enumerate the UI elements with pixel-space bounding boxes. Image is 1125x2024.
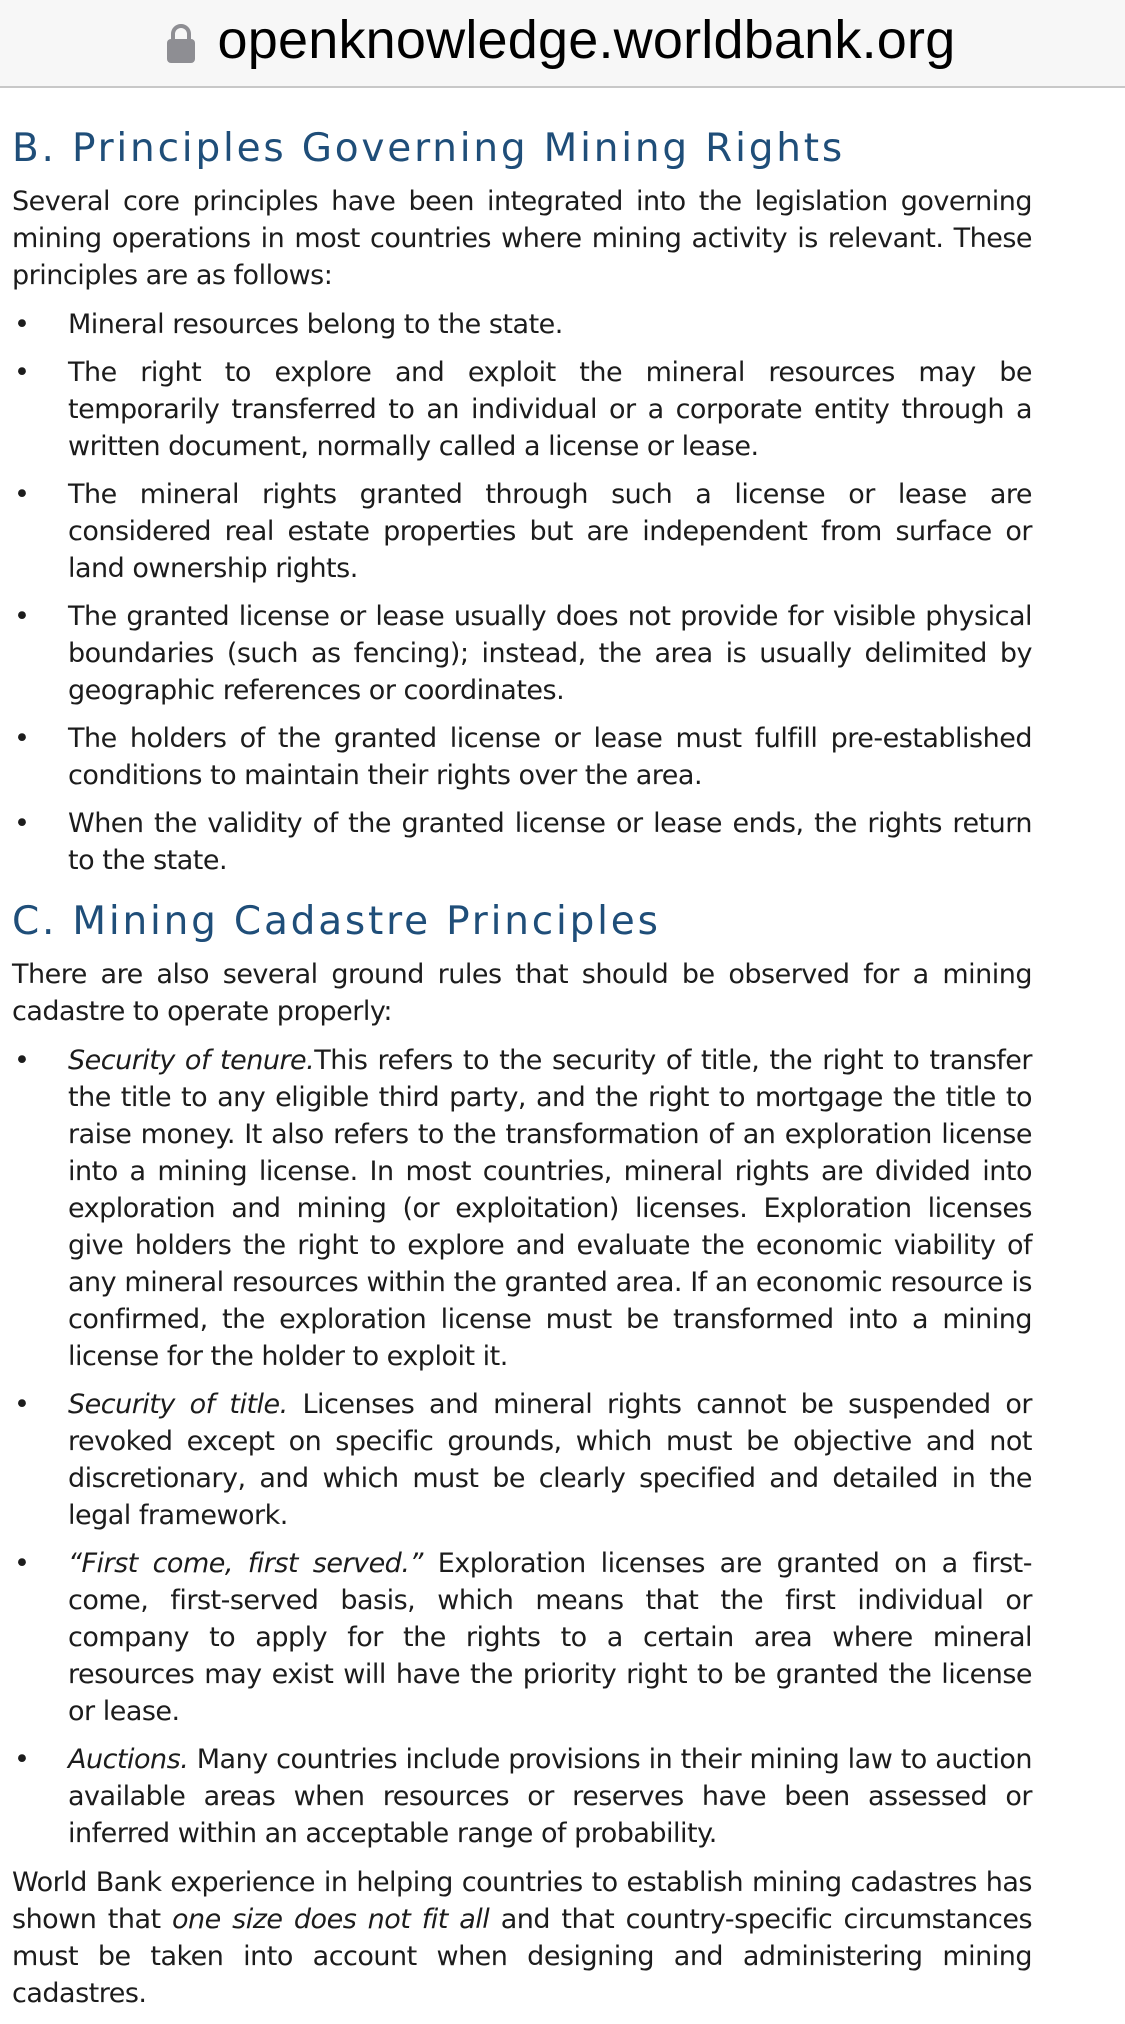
closing-text-before: World Bank experience in helping countries to establish mining cadastres has shown that [12, 1866, 1032, 1935]
list-item [12, 805, 1032, 879]
principle-term: Auctions. [68, 1743, 189, 1775]
list-item [12, 598, 1032, 709]
list-item [12, 1386, 1032, 1534]
bullet-dot: • [14, 478, 30, 510]
list-item-text: The mineral rights granted through such a license or lease are considered real estate properties but are independent from surface or land ownership rights. [68, 478, 1032, 584]
principle-term: Security of tenure. [68, 1044, 315, 1076]
bullet-dot: • [14, 1743, 30, 1775]
bullet-dot: • [14, 722, 30, 754]
section-b-bullet-list [12, 306, 1032, 879]
principle-text: Many countries include provisions in their mining law to auction available areas when resources or reserves have been assessed or inferred within an acceptable range of probability. [68, 1743, 1032, 1849]
section-c-heading: C. Mining Cadastre Principles [12, 898, 661, 944]
principle-term: “First come, first served.” [68, 1547, 423, 1579]
browser-url-bar[interactable] [0, 0, 1125, 88]
principle-text: Licenses and mineral rights cannot be suspended or revoked except on specific grounds, which must be objective and not discretionary, and which must be clearly specified and detailed in the legal framework. [68, 1388, 1032, 1531]
list-item-text: When the validity of the granted license or lease ends, the rights return to the state. [68, 807, 1032, 876]
bullet-dot: • [14, 807, 30, 839]
url-container[interactable] [166, 10, 956, 70]
list-item [12, 306, 1032, 343]
principle-text: This refers to the security of title, the right to transfer the title to any eligible third party, and the right to mortgage the title to raise money. It also refers to the transformation of an exploration license into a mining license. In most countries, mineral rights are divided into exploration and mining (or exploitation) licenses. Exploration licenses give holders the right to explore and evaluate the economic viability of any mineral resources within the granted area. If an economic resource is confirmed, the exploration license must be transformed into a mining license for the holder to exploit it. [68, 1044, 1032, 1372]
principle-text: Exploration licenses are granted on a first-come, first-served basis, which means that the first individual or company to apply for the rights to a certain area where mineral resources may exist will have the priority right to be granted the license or lease. [68, 1547, 1032, 1727]
list-item-text: The right to explore and exploit the mineral resources may be temporarily transferred to an individual or a corporate entity through a written document, normally called a license or lease. [68, 356, 1032, 462]
section-b-intro: Several core principles have been integrated into the legislation governing mining operations in most countries where mining activity is relevant. These principles are as follows: [12, 185, 1032, 291]
bullet-dot: • [14, 1388, 30, 1420]
list-item [12, 476, 1032, 587]
bullet-dot: • [14, 356, 30, 388]
list-item [12, 720, 1032, 794]
section-b-heading: B. Principles Governing Mining Rights [12, 126, 846, 171]
list-item [12, 354, 1032, 465]
document-page [12, 128, 1032, 2024]
list-item-text: The granted license or lease usually does not provide for visible physical boundaries (such as fencing); instead, the area is usually delimited by geographic references or coordinates. [68, 600, 1032, 706]
bullet-dot: • [14, 1044, 30, 1076]
bullet-dot: • [14, 1547, 30, 1579]
bullet-dot: • [14, 308, 30, 340]
closing-text-after: and that country-specific circumstances must be taken into account when designing and administering mining cadastres. [12, 1903, 1033, 2009]
list-item [12, 1741, 1032, 1852]
url-text[interactable]: openknowledge.worldbank.org [217, 10, 956, 70]
closing-emphasis: one size does not fit all [172, 1903, 490, 1935]
list-item-text: The holders of the granted license or lease must fulfill pre-established conditions to maintain their rights over the area. [68, 722, 1032, 791]
list-item [12, 1545, 1032, 1730]
bullet-dot: • [14, 600, 30, 632]
list-item [12, 1042, 1032, 1375]
section-c-bullet-list [12, 1042, 1032, 1852]
closing-paragraph [12, 1864, 1032, 2012]
lock-icon [166, 22, 196, 64]
section-c-intro: There are also several ground rules that should be observed for a mining cadastre to operate properly: [12, 958, 1032, 1027]
principle-term: Security of title. [68, 1388, 288, 1420]
list-item-text: Mineral resources belong to the state. [68, 308, 563, 340]
